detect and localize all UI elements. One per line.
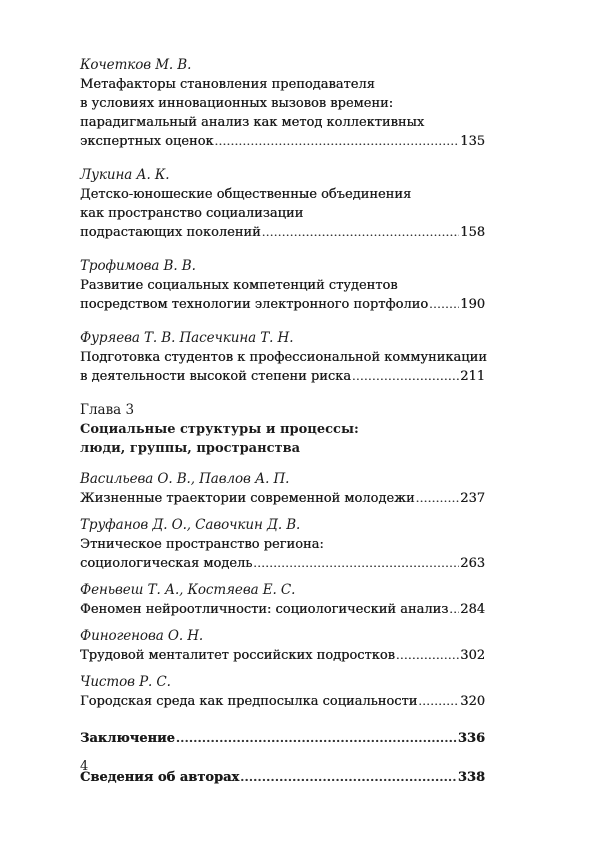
entry-title-last-line xyxy=(80,367,485,386)
entry-author: Лукина А. К. xyxy=(80,167,170,183)
dot-leader xyxy=(176,729,457,748)
entry-page-number: 263 xyxy=(460,556,485,571)
entry-title-line: Развитие социальных компетенций студентов xyxy=(80,278,398,293)
entry-author: Чистов Р. С. xyxy=(80,674,171,690)
entry-title-last-line xyxy=(80,646,485,665)
entry-title-line: в условиях инновационных вызовов времени: xyxy=(80,96,394,111)
entry-title-text: Сведения об авторах xyxy=(80,770,240,785)
entry-page-number: 338 xyxy=(457,770,485,785)
entry-title-last-line xyxy=(80,768,485,787)
entry-page-number: 320 xyxy=(460,694,485,709)
toc-entry[interactable] xyxy=(80,581,485,619)
chapter-title-line: Социальные структуры и процессы: xyxy=(80,422,359,437)
entry-title-last-line xyxy=(80,729,485,748)
entry-title-line: Метафакторы становления преподавателя xyxy=(80,77,375,92)
table-of-contents xyxy=(80,56,485,802)
entry-author: Трофимова В. В. xyxy=(80,258,196,274)
entry-title-line: парадигмальный анализ как метод коллективных xyxy=(80,115,425,130)
entry-title-line: Детско-юношеские общественные объединения xyxy=(80,187,412,202)
entry-title-text: Трудовой менталитет российских подростков xyxy=(80,648,395,663)
entry-author: Кочетков М. В. xyxy=(80,57,192,73)
entry-title-text: экспертных оценок xyxy=(80,134,214,149)
toc-entry[interactable] xyxy=(80,673,485,711)
entry-page-number: 284 xyxy=(460,602,485,617)
dot-leader xyxy=(253,554,459,573)
entry-title-text: Заключение xyxy=(80,731,175,746)
toc-entry-conclusion[interactable] xyxy=(80,729,485,748)
dot-leader xyxy=(262,223,459,242)
entry-title-last-line xyxy=(80,132,485,151)
entry-page-number: 190 xyxy=(460,297,485,312)
chapter-label: Глава 3 xyxy=(80,402,135,418)
entry-page-number: 302 xyxy=(460,648,485,663)
toc-entry[interactable] xyxy=(80,166,485,242)
toc-entry-about-authors[interactable] xyxy=(80,768,485,787)
entry-title-last-line xyxy=(80,692,485,711)
entry-author: Феньвеш Т. А., Костяева Е. С. xyxy=(80,582,296,598)
entry-author: Васильева О. В., Павлов А. П. xyxy=(80,471,290,487)
toc-entry[interactable] xyxy=(80,627,485,665)
dot-leader xyxy=(449,600,459,619)
dot-leader xyxy=(352,367,459,386)
dot-leader xyxy=(215,132,460,151)
entry-title-text: Жизненные траектории современной молодежи xyxy=(80,491,415,506)
entry-author: Фуряева Т. В. Пасечкина Т. Н. xyxy=(80,330,294,346)
entry-author: Труфанов Д. О., Савочкин Д. В. xyxy=(80,517,301,533)
entry-title-last-line xyxy=(80,295,485,314)
toc-entry[interactable] xyxy=(80,56,485,151)
page-number: 4 xyxy=(80,759,89,774)
entry-title-line: Подготовка студентов к профессиональной коммуникации xyxy=(80,350,487,365)
entry-title-text: социологическая модель xyxy=(80,556,253,571)
dot-leader xyxy=(429,295,459,314)
entry-title-text: Городская среда как предпосылка социальности xyxy=(80,694,418,709)
entry-title-last-line xyxy=(80,600,485,619)
entry-title-last-line xyxy=(80,223,485,242)
entry-page-number: 336 xyxy=(457,731,485,746)
dot-leader xyxy=(240,768,457,787)
toc-entry[interactable] xyxy=(80,516,485,573)
entry-title-text: в деятельности высокой степени риска xyxy=(80,369,351,384)
dot-leader xyxy=(396,646,459,665)
entry-title-text: посредством технологии электронного портфолио xyxy=(80,297,429,312)
entry-title-last-line xyxy=(80,554,485,573)
chapter-title xyxy=(80,420,485,458)
entry-title-line: Этническое пространство региона: xyxy=(80,537,324,552)
entry-title-text: подрастающих поколений xyxy=(80,225,261,240)
dot-leader xyxy=(418,692,459,711)
entry-author: Финогенова О. Н. xyxy=(80,628,204,644)
toc-entry[interactable] xyxy=(80,329,485,386)
dot-leader xyxy=(416,489,460,508)
toc-entry[interactable] xyxy=(80,470,485,508)
entry-title-line: как пространство социализации xyxy=(80,206,304,221)
entry-page-number: 158 xyxy=(460,225,485,240)
entry-page-number: 211 xyxy=(460,369,485,384)
chapter-heading xyxy=(80,401,485,458)
entry-page-number: 237 xyxy=(460,491,485,506)
entry-page-number: 135 xyxy=(460,134,485,149)
toc-entry[interactable] xyxy=(80,257,485,314)
chapter-title-line: люди, группы, пространства xyxy=(80,441,301,456)
entry-title-last-line xyxy=(80,489,485,508)
entry-title-text: Феномен нейроотличности: социологический анализ xyxy=(80,602,449,617)
